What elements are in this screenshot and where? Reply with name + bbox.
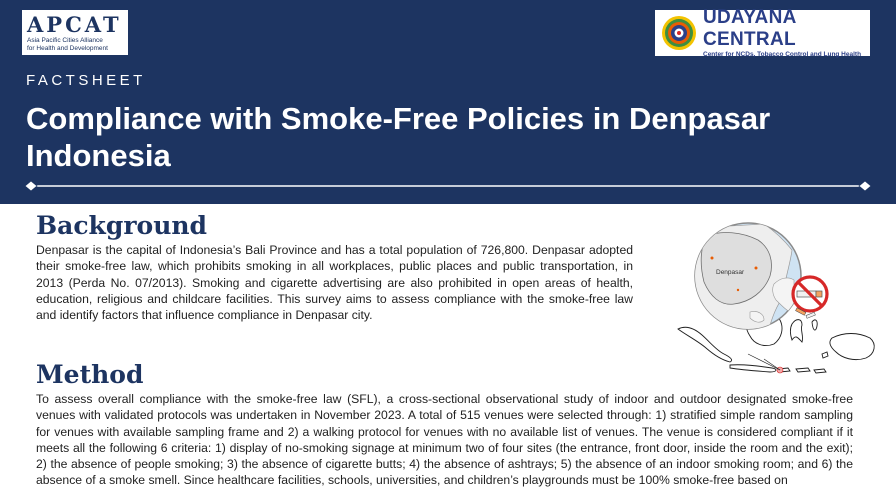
denpasar-map-icon [672, 214, 882, 384]
apcat-tagline-2: for Health and Development [27, 44, 108, 52]
indonesia-outline-icon [678, 314, 874, 373]
page-title: Compliance with Smoke-Free Policies in Denpasar Indonesia [26, 101, 771, 173]
denpasar-map-illustration [672, 214, 882, 384]
factsheet-kicker: FACTSHEET [26, 72, 146, 89]
background-heading: Background [36, 211, 208, 240]
method-text: To assess overall compliance with the smoke-free law (SFL), a cross-sectional observational study of indoor and outdoor designated smoke-free venues with validated protocols was undertaken in November 2023. A total of 515 venues were selected through: 1) stratified simple random sampling for venues with available sampling frame and 2) a walking protocol for venues with no available list of venues. The venue is considered compliant if it meets all the following 6 criteria: 1) display of no-smoking signage at minimum two of four sites (the entrance, front door, inside the room and the exit); 2) the absence of people smoking; 3) the absence of cigarette butts; 4) the absence of ashtrays; 5) the absence of an indoor smoking room; and 6) the absence of a smoke smell. Since healthcare facilities, schools, universities, and children’s playgrounds must be 100% smoke-free based on [36, 392, 853, 488]
header-divider [24, 181, 872, 191]
udayana-name: UDAYANA CENTRAL [703, 7, 796, 50]
background-text: Denpasar is the capital of Indonesia’s Bali Province and has a total population of 726,800. Denpasar adopted their smoke-free law, which prohibits smoking in all workplaces, public places and public transportation, in 2013 (Perda No. 07/2013). Smoking and cigarette advertising are also prohibited in open areas of health, education, religious and childcare facilities. This survey aims to assess compliance with the smoke-free law and identify factors that influence compliance in Denpasar city. [36, 243, 633, 323]
denpasar-zoom-map [694, 223, 801, 332]
udayana-tagline: Center for NCDs, Tobacco Control and Lung Health [703, 51, 862, 58]
apcat-tagline-1: Asia Pacific Cities Alliance [27, 37, 103, 44]
method-heading: Method [36, 360, 144, 389]
header-banner [0, 0, 896, 204]
apcat-logo-name: APCAT [27, 12, 122, 37]
udayana-logo [655, 7, 870, 58]
no-smoking-icon [793, 277, 827, 311]
udayana-emblem-icon [661, 15, 697, 51]
apcat-logo [22, 10, 128, 55]
map-label-denpasar: Denpasar [716, 269, 745, 276]
